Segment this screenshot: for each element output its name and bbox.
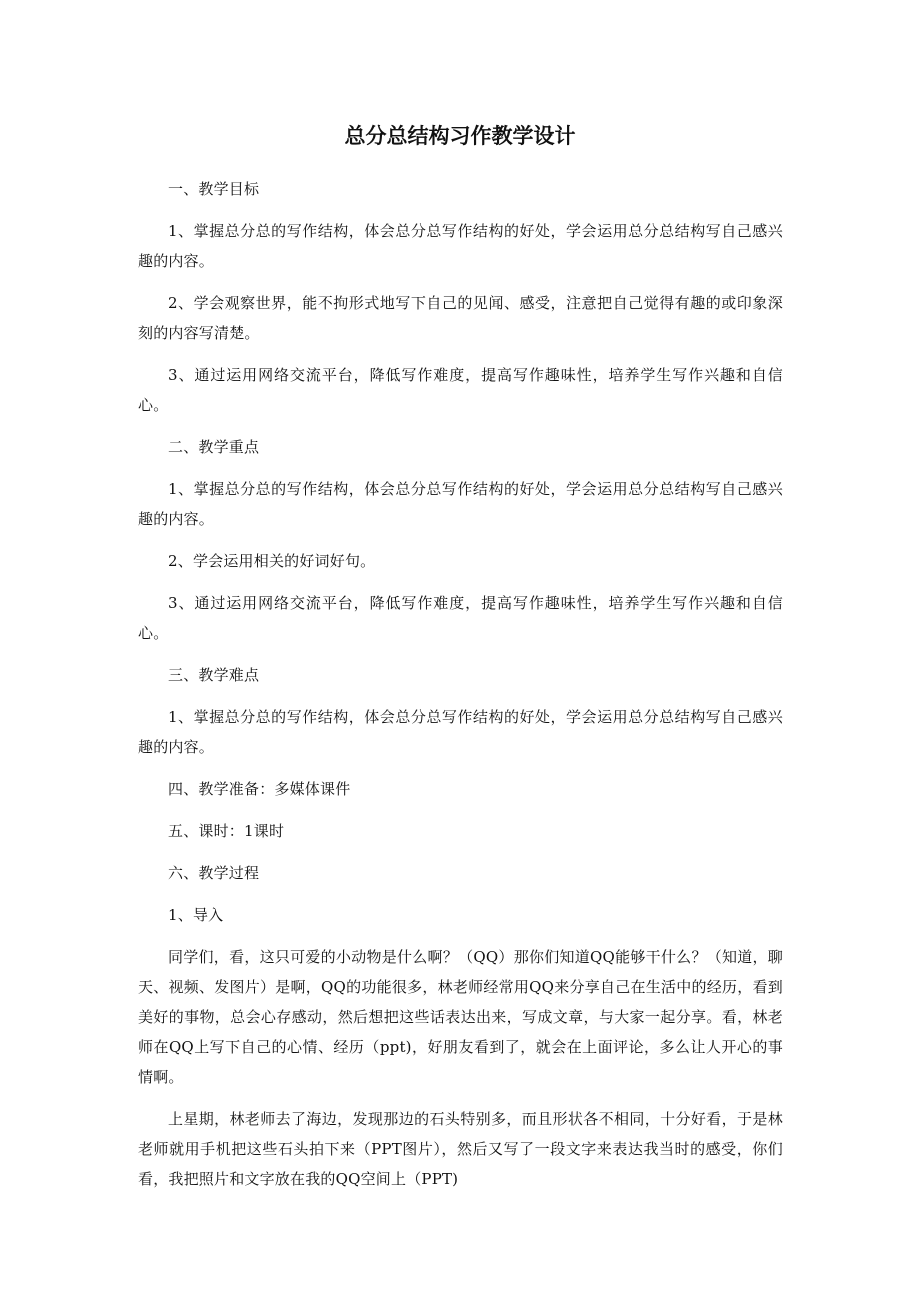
section-heading-objectives: 一、教学目标 (168, 180, 260, 198)
paragraph: 1、掌握总分总的写作结构，体会总分总写作结构的好处，学会运用总分总结构写自己感兴趣的内容。 (138, 480, 783, 528)
section-heading-difficulties: 三、教学难点 (168, 666, 260, 684)
paragraph: 上星期，林老师去了海边，发现那边的石头特别多，而且形状各不相同，十分好看，于是林老师就用手机把这些石头拍下来（PPT图片），然后又写了一段文字来表达我当时的感受，你们看，我把照片和文字放在我的QQ空间上（PPT) (138, 1110, 783, 1188)
paragraph: 2、学会运用相关的好词好句。 (168, 552, 376, 570)
paragraph: 3、通过运用网络交流平台，降低写作难度，提高写作趣味性，培养学生写作兴趣和自信心。 (138, 366, 783, 414)
paragraph: 3、通过运用网络交流平台，降低写作难度，提高写作趣味性，培养学生写作兴趣和自信心。 (138, 594, 783, 642)
section-heading-class-hours: 五、课时：1课时 (168, 822, 285, 840)
section-heading-process: 六、教学过程 (168, 864, 260, 882)
section-heading-preparation: 四、教学准备：多媒体课件 (168, 780, 351, 798)
document-title: 总分总结构习作教学设计 (344, 124, 576, 148)
sub-heading-introduction: 1、导入 (168, 906, 224, 924)
paragraph: 1、掌握总分总的写作结构，体会总分总写作结构的好处，学会运用总分总结构写自己感兴趣的内容。 (138, 222, 783, 270)
paragraph: 同学们，看，这只可爱的小动物是什么啊？（QQ）那你们知道QQ能够干什么？（知道，聊天、视频、发图片）是啊，QQ的功能很多，林老师经常用QQ来分享自己在生活中的经历，看到美好的事物，总会心存感动，然后想把这些话表达出来，写成文章，与大家一起分享。看，林老师在QQ上写下自己的心情、经历（ppt)，好朋友看到了，就会在上面评论，多么让人开心的事情啊。 (138, 948, 783, 1086)
paragraph: 1、掌握总分总的写作结构，体会总分总写作结构的好处，学会运用总分总结构写自己感兴趣的内容。 (138, 708, 783, 756)
document-body (138, 174, 783, 1194)
paragraph: 2、学会观察世界，能不拘形式地写下自己的见闻、感受，注意把自己觉得有趣的或印象深刻的内容写清楚。 (138, 294, 783, 342)
section-heading-key-points: 二、教学重点 (168, 438, 260, 456)
